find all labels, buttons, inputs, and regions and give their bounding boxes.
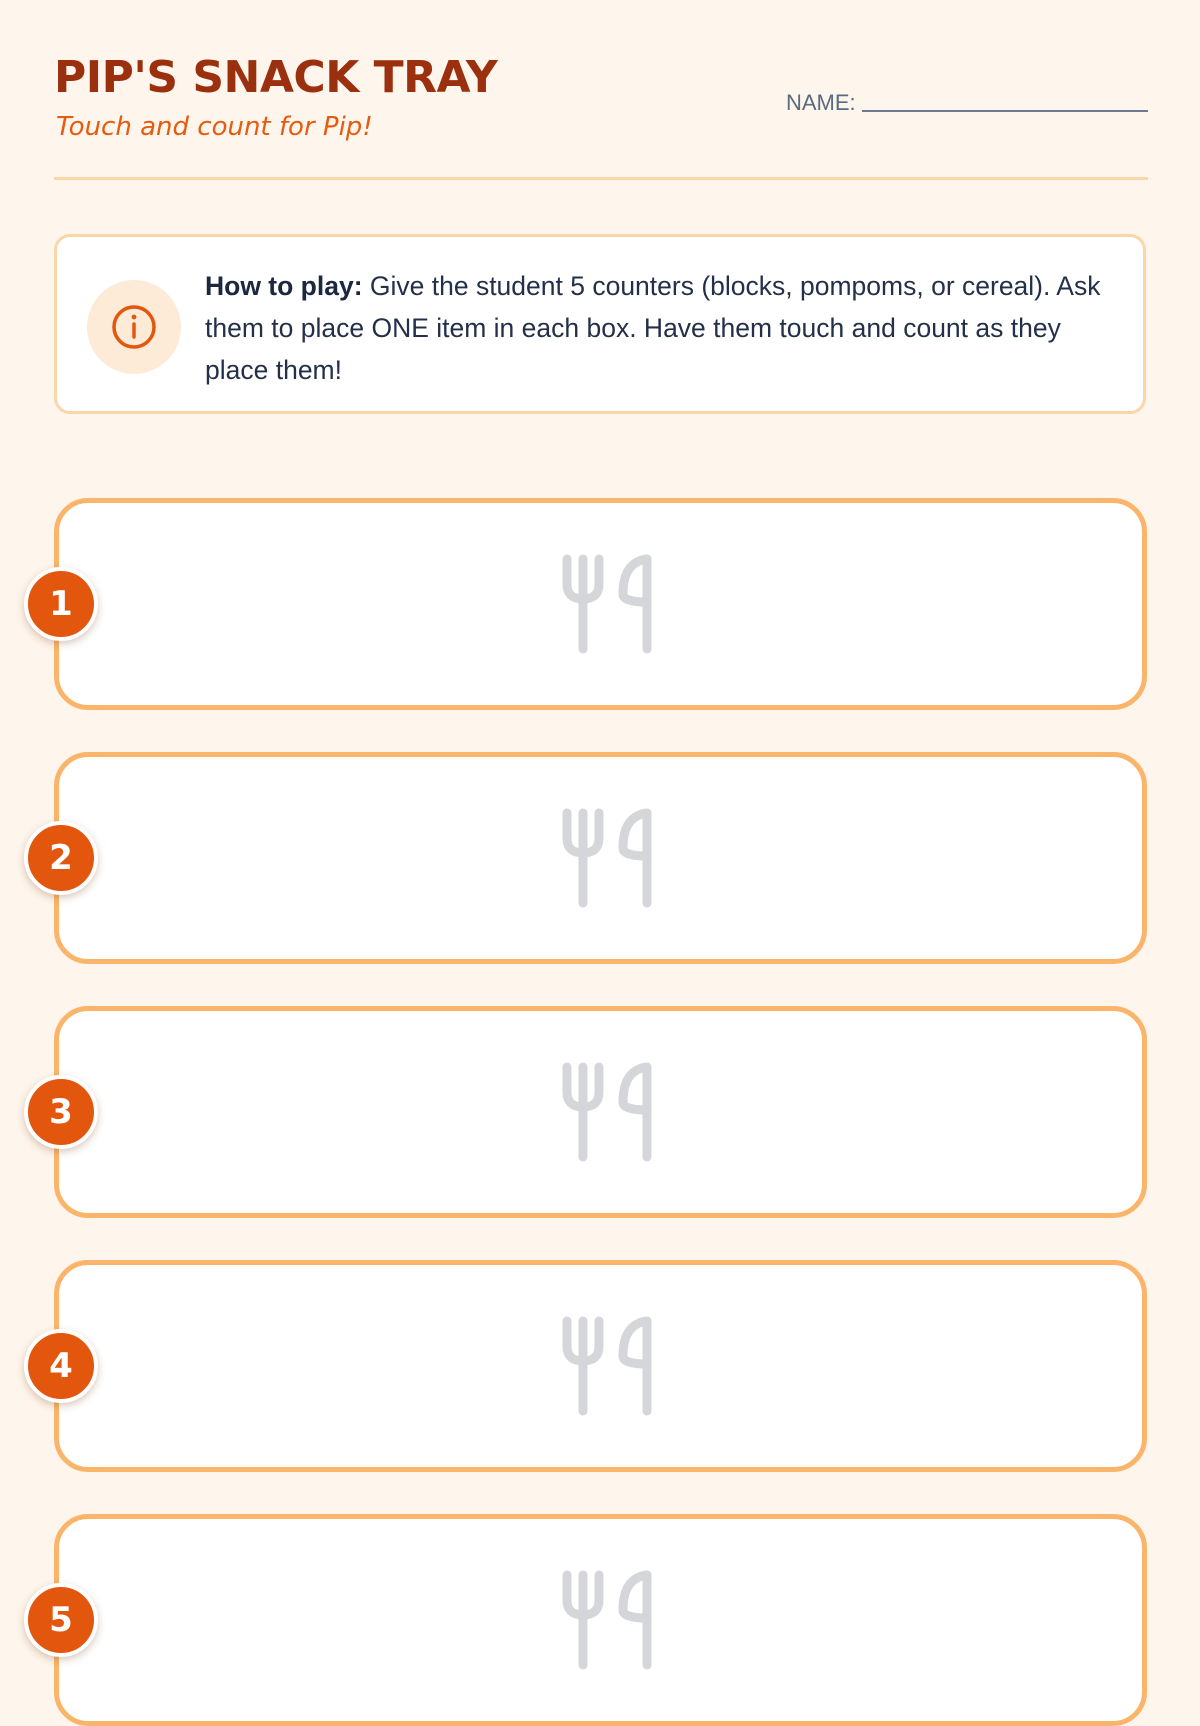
worksheet-title: PIP'S SNACK TRAY <box>54 52 498 103</box>
snack-box-5[interactable] <box>54 1514 1147 1726</box>
fork-knife-icon <box>559 1316 655 1420</box>
header-divider <box>54 177 1148 180</box>
instructions-card <box>54 234 1146 414</box>
fork-knife-icon <box>559 1062 655 1166</box>
box-number-badge: 5 <box>24 1583 98 1657</box>
fork-knife-icon <box>559 554 655 658</box>
instructions-lead: How to play: <box>205 271 363 301</box>
worksheet-subtitle: Touch and count for Pip! <box>56 112 373 142</box>
name-label: NAME: <box>786 90 856 115</box>
box-number-badge: 4 <box>24 1329 98 1403</box>
fork-knife-icon <box>559 808 655 912</box>
fork-knife-icon <box>559 1570 655 1674</box>
box-number-badge: 1 <box>24 567 98 641</box>
name-field[interactable] <box>786 86 1148 116</box>
snack-box-4[interactable] <box>54 1260 1147 1472</box>
box-number-badge: 3 <box>24 1075 98 1149</box>
name-write-line[interactable] <box>862 110 1148 112</box>
snack-box-1[interactable] <box>54 498 1147 710</box>
snack-box-3[interactable] <box>54 1006 1147 1218</box>
box-number-badge: 2 <box>24 821 98 895</box>
instructions-text <box>205 265 1125 391</box>
instructions-body: Give the student 5 counters (blocks, pompoms, or cereal). Ask them to place ONE item in each box. Have them touch and count as they place them! <box>205 271 1101 385</box>
snack-box-2[interactable] <box>54 752 1147 964</box>
info-circle-icon <box>87 280 181 374</box>
